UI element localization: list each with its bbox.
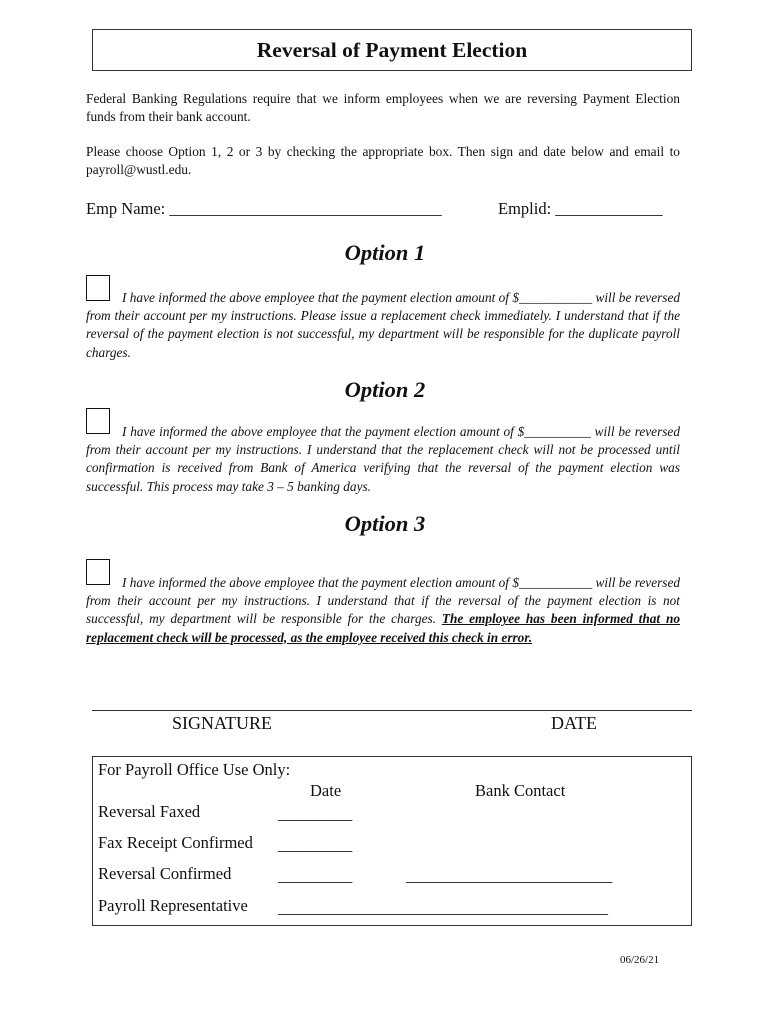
option-3-text [86, 574, 680, 647]
row-fax-receipt-date[interactable]: _________ [278, 835, 353, 854]
date-label: DATE [551, 713, 597, 733]
footer-revision-date: 06/26/21 [620, 954, 660, 966]
intro-paragraph: Federal Banking Regulations require that we inform employees when we are reversing Payment Election funds from their bank account. [86, 91, 680, 124]
form-title: Reversal of Payment Election [256, 37, 528, 62]
signature-label: SIGNATURE [172, 713, 273, 733]
option-3-statement: I have informed the above employee that the payment election amount of $___________ will be reversed from their account per my instructions. I understand that if the reversal of the payment election is not successful, my department will be responsible for the charges. [86, 575, 680, 627]
option-2-statement: I have informed the above employee that the payment election amount of $__________ will be reversed from their account per my instructions. I understand that the replacement check will not be processed until confirmation is received from Bank of America verifying that the reversal of the payment election was successful. This process may take 3 – 5 banking days. [86, 424, 680, 494]
row-reversal-faxed-label: Reversal Faxed [98, 802, 201, 821]
signature-line[interactable] [92, 710, 692, 711]
payroll-col-bank-contact: Bank Contact [475, 781, 566, 800]
emp-name-field[interactable]: Emp Name: _________________________________ [86, 199, 442, 218]
row-fax-receipt-label: Fax Receipt Confirmed [98, 833, 253, 852]
row-reversal-confirmed-date[interactable]: _________ [278, 866, 353, 885]
option-2-heading: Option 2 [344, 377, 426, 402]
form-title-box [92, 29, 692, 71]
row-reversal-confirmed-label: Reversal Confirmed [98, 864, 232, 883]
payroll-col-date: Date [310, 781, 342, 800]
option-1-statement: I have informed the above employee that the payment election amount of $___________ will be reversed from their account per my instructions. Please issue a replacement check immediately. I understand that if the reversal of the payment election is not successful, my department will be responsible for the duplicate payroll charges. [86, 290, 680, 360]
payroll-use-heading: For Payroll Office Use Only: [98, 760, 291, 779]
emplid-field[interactable]: Emplid: _____________ [498, 199, 663, 218]
instructions-paragraph: Please choose Option 1, 2 or 3 by checking the appropriate box. Then sign and date below and email to payroll@wustl.edu. [86, 144, 680, 177]
option-2-text [86, 423, 680, 496]
option-3-heading: Option 3 [344, 511, 426, 536]
row-payroll-rep-line[interactable]: ________________________________________ [278, 898, 608, 917]
row-payroll-rep-label: Payroll Representative [98, 896, 248, 915]
option-1-heading: Option 1 [344, 240, 426, 265]
row-reversal-faxed-date[interactable]: _________ [278, 804, 353, 823]
option-3-emphasis: The employee has been informed that no replacement check will be processed, as the employee received this check in error. [86, 611, 680, 645]
option-1-text [86, 289, 680, 362]
row-reversal-confirmed-contact[interactable]: _________________________ [406, 866, 613, 885]
